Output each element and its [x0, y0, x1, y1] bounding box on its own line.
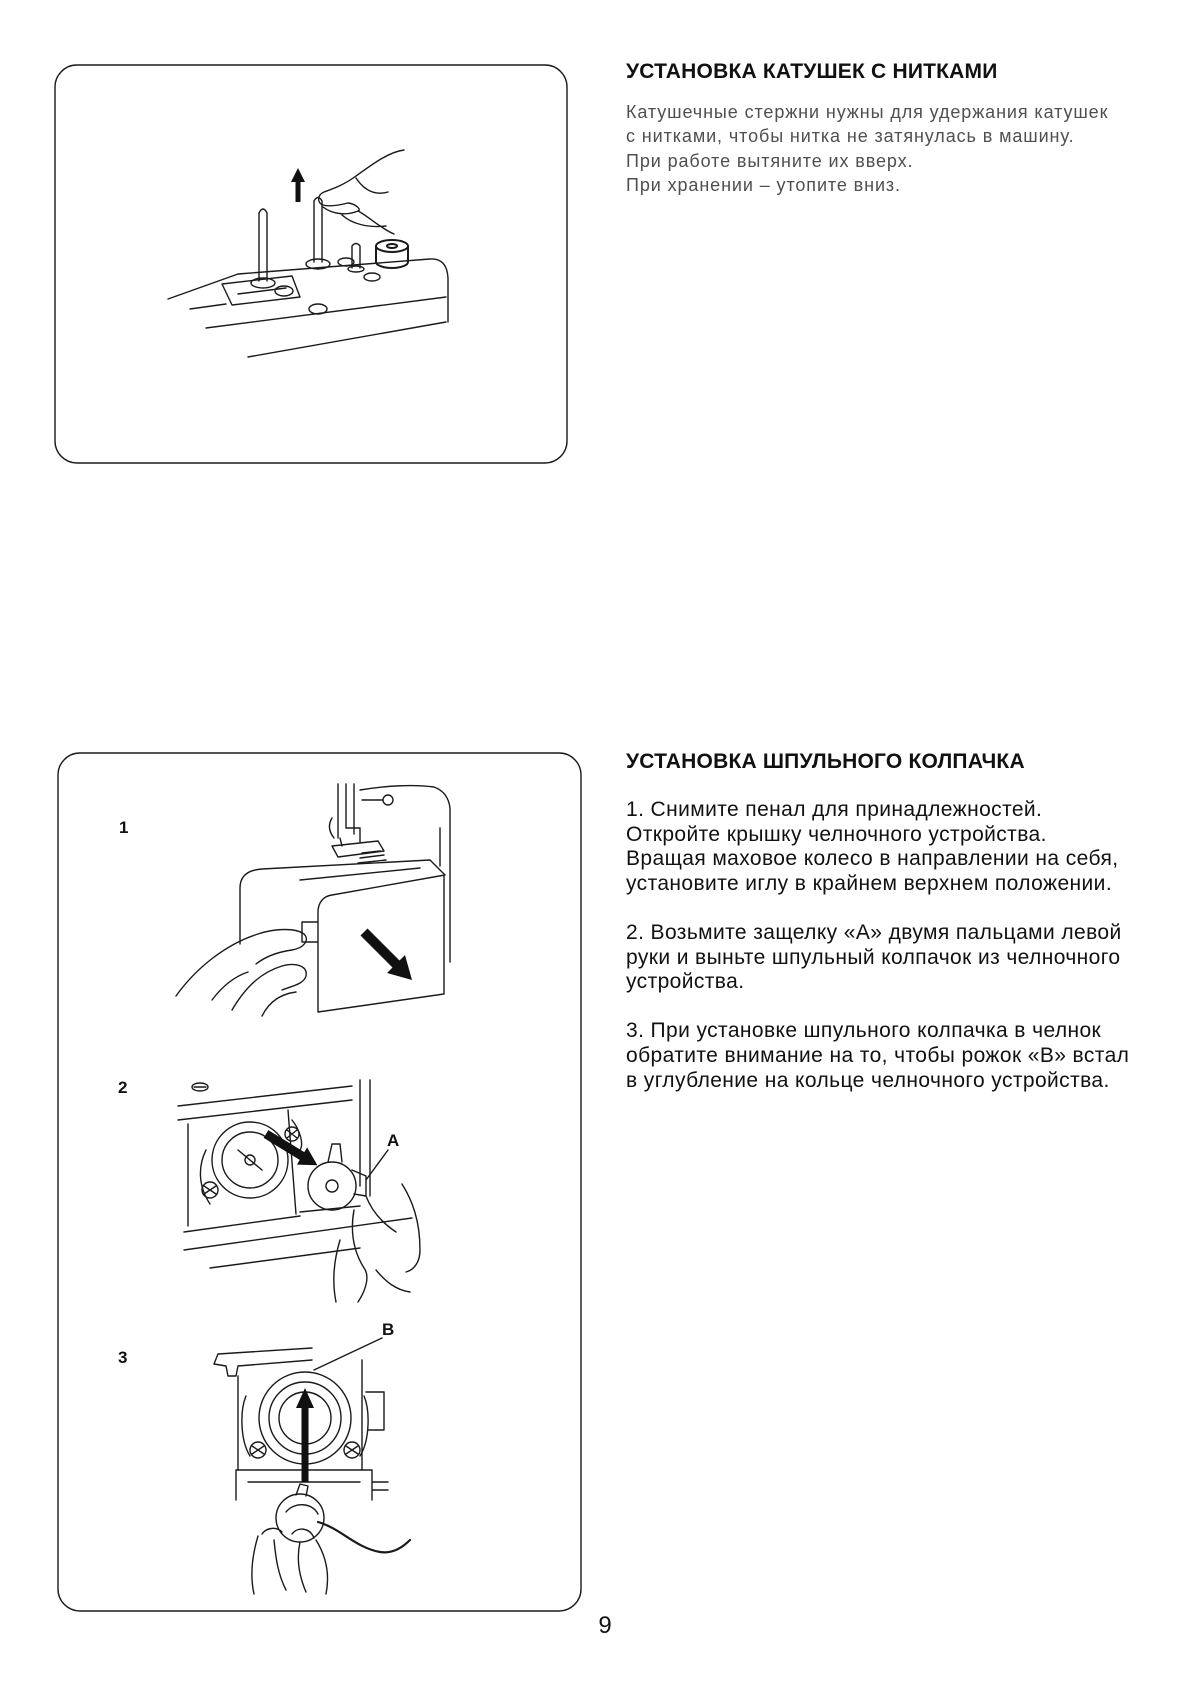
hook-race [188, 1110, 296, 1226]
spool-section-title: УСТАНОВКА КАТУШЕК С НИТКАМИ [626, 60, 998, 83]
bobbin-case-section-text [626, 798, 1129, 1118]
accessory-box [240, 860, 445, 1012]
needle-and-presser-foot [329, 784, 393, 857]
figure-step-1-label: 1 [119, 818, 129, 837]
bobbin-case-section-title: УСТАНОВКА ШПУЛЬНОГО КОЛПАЧКА [626, 750, 1025, 773]
text-line: При работе вытяните их вверх. [626, 150, 914, 171]
text-line: Вращая маховое колесо в направлении на себя, [626, 847, 1119, 871]
spool-pins-figure [54, 64, 568, 464]
thread-guide-plate [222, 276, 300, 305]
pull-up-arrow-icon [291, 168, 305, 202]
text-line: устройства. [626, 970, 745, 994]
instruction-step-3 [626, 1019, 1129, 1093]
text-line: установите иглу в крайнем верхнем положении. [626, 871, 1113, 895]
instruction-step-1 [626, 798, 1129, 896]
bed-screw [192, 1083, 208, 1091]
hand-pulling-spool-pin [319, 150, 404, 234]
text-line: в углубление на кольце челночного устройства. [626, 1068, 1110, 1092]
page-number: 9 [598, 1612, 612, 1639]
bobbin [376, 240, 408, 268]
bobbin-case-figure [57, 752, 582, 1612]
bobbin-winder-spindle [348, 244, 364, 273]
hand-opening-cover [176, 930, 306, 1017]
text-line: с нитками, чтобы нитка не затянулась в машину. [626, 126, 1075, 147]
machine-bed-outline [178, 1080, 412, 1268]
bobbin-thread [318, 1522, 410, 1552]
step-2-drawing [178, 1080, 420, 1302]
spool-pin-left [251, 209, 275, 288]
text-line: 2. Возьмите защелку «A» двумя пальцами левой [626, 920, 1122, 944]
latch-a-label: A [387, 1131, 400, 1150]
hand-removing-bobbin-case [334, 1184, 420, 1302]
insert-arrow-icon [296, 1388, 314, 1482]
text-line: Откройте крышку челночного устройства. [626, 822, 1047, 846]
spool-section-text [626, 100, 1108, 198]
figure-frame [55, 65, 567, 463]
machine-top-outline [168, 259, 448, 357]
text-line: обратите внимание на то, чтобы рожок «B» встал [626, 1043, 1130, 1067]
figure-step-3-label: 3 [118, 1348, 128, 1367]
remove-box-arrow-icon [361, 929, 413, 981]
text-line: руки и выньте шпульный колпачок из челночного [626, 945, 1121, 969]
hook-cover-plate [214, 1348, 384, 1470]
text-line: 1. Снимите пенал для принадлежностей. [626, 798, 1043, 821]
spool-pin-right [306, 198, 330, 270]
bobbin-case-removed [308, 1144, 366, 1210]
figure-step-2-label: 2 [118, 1078, 128, 1097]
instruction-step-2 [626, 921, 1129, 995]
text-line: 3. При установке шпульного колпачка в челнок [626, 1019, 1102, 1043]
horn-b-label: B [382, 1320, 395, 1339]
step-1-drawing [176, 784, 450, 1016]
horn-leader-line [314, 1338, 382, 1370]
needle-plate-base [236, 1470, 388, 1500]
bobbin-case-inserted [276, 1484, 324, 1542]
bobbin-case-illustration [57, 752, 582, 1612]
spool-pins-illustration [54, 64, 568, 464]
text-line: Катушечные стержни нужны для удержания катушек [626, 102, 1109, 122]
text-line: При хранении – утопите вниз. [626, 175, 901, 196]
step-3-drawing [214, 1338, 410, 1594]
hand-inserting-bobbin-case [252, 1528, 328, 1594]
